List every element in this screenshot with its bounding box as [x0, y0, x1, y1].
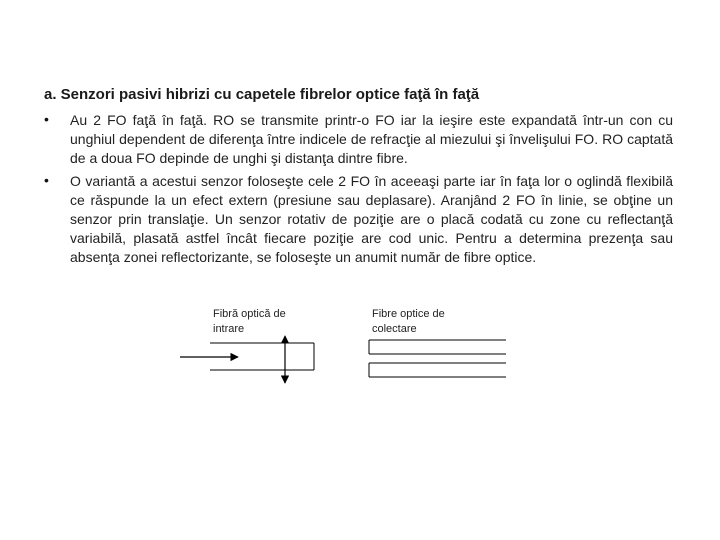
bullet-paragraph-1: Au 2 FO faţă în faţă. RO se transmite printr-o FO iar la ieşire este expandată într-un con cu unghiul dependent de diferenţa între indicele de refracţie al miezului şi învelişului FO. RO captată de a doua FO depinde de unghi şi distanţa dintre fibre. — [70, 112, 673, 166]
bullet-marker: • — [44, 172, 49, 188]
input-fiber-caption: Fibră optică de intrare — [213, 308, 286, 335]
section-heading: a. Senzori pasivi hibrizi cu capetele fibrelor optice faţă în faţă — [44, 86, 480, 103]
bullet-marker: • — [44, 111, 49, 127]
collecting-fiber-1 — [369, 340, 506, 354]
bullet-paragraph-2: O variantă a acestui senzor foloseşte cele 2 FO în aceeaşi parte iar în faţa lor o oglindă flexibilă ce răspunde la un efect extern (presiune sau deplasare). Aranjând 2 FO în linie, se obţine un senzor prin translaţie. Un senzor rotativ de poziţie are o placă codată cu zone cu reflectanţă variabilă, plasată astfel încât fiecare poziţie are cod unic. Pentru a determina prezenţa sau absenţa zonei reflectorizante, se foloseşte un anumit număr de fibre optice. — [70, 173, 673, 265]
collecting-fibers-caption: Fibre optice de colectare — [372, 308, 445, 335]
collecting-fiber-2 — [369, 363, 506, 377]
